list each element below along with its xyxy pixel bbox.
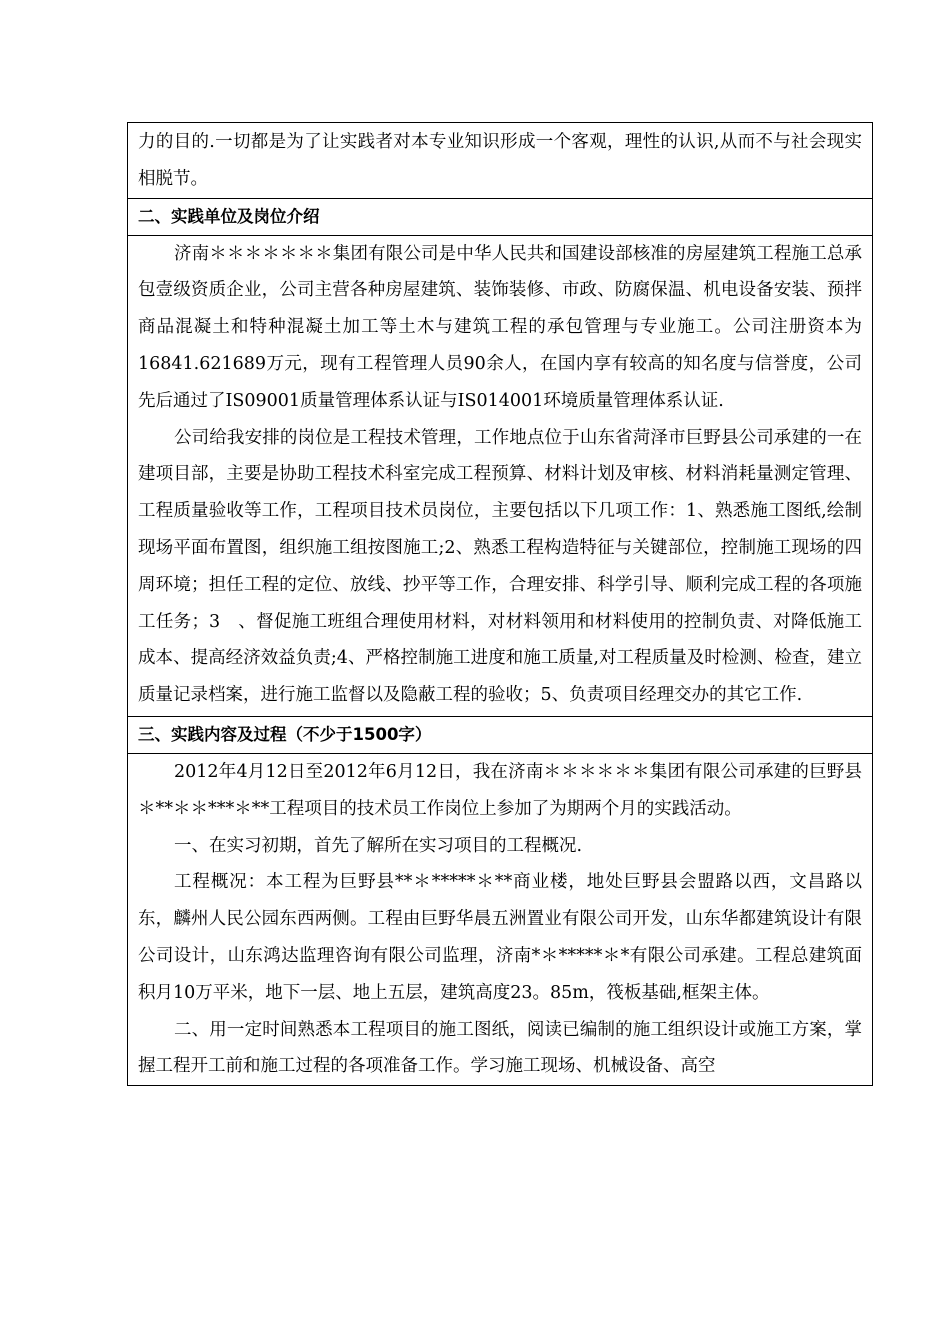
report-table (127, 122, 873, 1086)
company-intro-paragraph: 济南＊＊＊＊＊＊＊集团有限公司是中华人民共和国建设部核准的房屋建筑工程施工总承包壹级资质企业，公司主营各种房屋建筑、装饰装修、市政、防腐保温、机电设备安装、预拌商品混凝土和特种混凝土加工等土木与建筑工程的承包管理与专业施工。公司注册资本为16841.621689万元，现有工程管理人员90余人，在国内享有较高的知名度与信誉度，公司先后通过了IS09001质量管理体系认证与IS014001环境质量管理体系认证. (138, 243, 862, 411)
section2-body (128, 235, 873, 716)
practice-period-paragraph: 2012年4月12日至2012年6月12日，我在济南＊＊＊＊＊＊集团有限公司承建的巨野县＊**＊＊***＊**工程项目的技术员工作岗位上参加了为期两个月的实践活动。 (138, 761, 862, 819)
document-page (127, 122, 873, 1086)
section3-heading-row (128, 716, 873, 753)
section1-row (128, 123, 873, 199)
section3-body (128, 753, 873, 1085)
section3-heading: 三、实践内容及过程（不少于1500字） (128, 716, 873, 753)
section1-paragraph: 力的目的.一切都是为了让实践者对本专业知识形成一个客观，理性的认识,从而不与社会现实相脱节。 (138, 132, 862, 189)
section2-heading-row (128, 198, 873, 235)
position-intro-paragraph: 公司给我安排的岗位是工程技术管理，工作地点位于山东省菏泽市巨野县公司承建的一在建项目部，主要是协助工程技术科室完成工程预算、材料计划及审核、材料消耗量测定管理、工程质量验收等工作，工程项目技术员岗位，主要包括以下几项工作：1、熟悉施工图纸,绘制现场平面布置图，组织施工组按图施工;2、熟悉工程构造特征与关键部位，控制施工现场的四周环境；担任工程的定位、放线、抄平等工作，合理安排、科学引导、顺利完成工程的各项施工任务；3 、督促施工班组合理使用材料，对材料领用和材料使用的控制负责、对降低施工成本、提高经济效益负责;4、严格控制施工进度和施工质量,对工程质量及时检测、检查，建立质量记录档案，进行施工监督以及隐蔽工程的验收；5、负责项目经理交办的其它工作. (138, 427, 862, 706)
section2-body-row (128, 235, 873, 716)
step-two-paragraph: 二、用一定时间熟悉本工程项目的施工图纸，阅读已编制的施工组织设计或施工方案，掌握工程开工前和施工过程的各项准备工作。学习施工现场、机械设备、高空 (138, 1019, 862, 1077)
project-overview-paragraph: 工程概况：本工程为巨野县**＊*****＊**商业楼，地处巨野县会盟路以西，文昌路以东，麟州人民公园东西两侧。工程由巨野华晨五洲置业有限公司开发，山东华都建筑设计有限公司设计，山东鸿达监理咨询有限公司监理，济南*＊*****＊*有限公司承建。工程总建筑面积月10万平米，地下一层、地上五层，建筑高度23。85m，筏板基础,框架主体。 (138, 872, 862, 1003)
section2-heading: 二、实践单位及岗位介绍 (128, 198, 873, 235)
section3-body-row (128, 753, 873, 1085)
section1-cell (128, 123, 873, 199)
step-one-paragraph: 一、在实习初期，首先了解所在实习项目的工程概况. (174, 835, 583, 856)
